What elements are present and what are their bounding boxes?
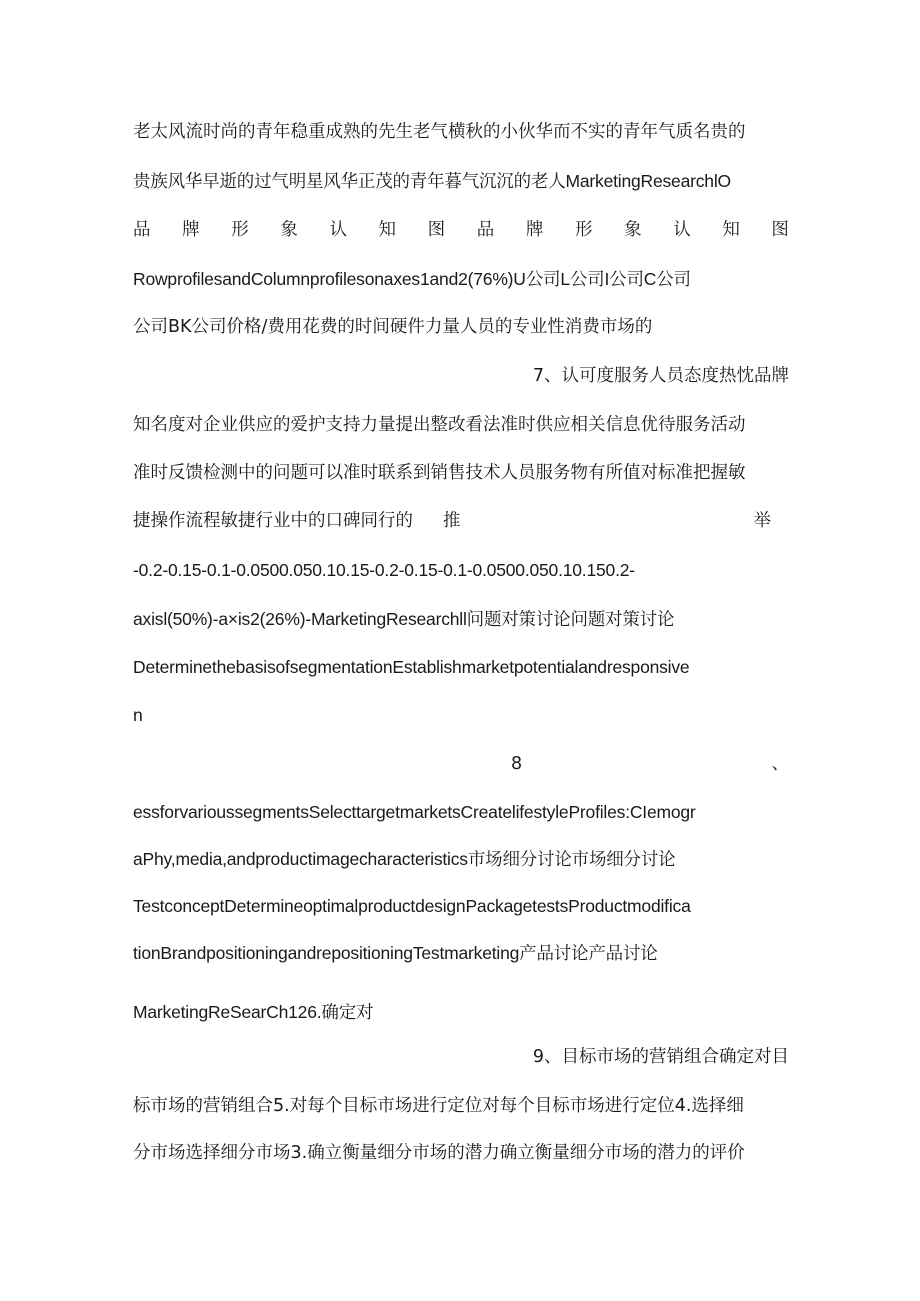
text-line: 公司BK公司价格/费用花费的时间硬件力量人员的专业性消费市场的: [133, 317, 653, 337]
spread-char: 知: [722, 220, 740, 240]
text-line: RowprofilesandColumnprofilesonaxes1and2(76%)U公司L公司I公司C公司: [133, 269, 691, 289]
text-line: tionBrandpositioningandrepositioningTestmarketing产品讨论产品讨论: [133, 943, 658, 963]
text-line-spread: [133, 215, 789, 245]
spread-char: 知: [378, 220, 397, 240]
text-line: TestconceptDetermineoptimalproductdesignPackagetestsProductmodifica: [133, 896, 691, 916]
text-line: 老太风流时尚的青年稳重成熟的先生老气横秋的小伙华而不实的青年气质名贵的: [133, 122, 746, 142]
spread-char: 形: [574, 220, 593, 240]
text-fragment: 举: [753, 511, 771, 531]
spread-char: 形: [231, 220, 249, 240]
section-number: 8: [511, 754, 523, 774]
spread-char: 品: [133, 220, 151, 240]
text-fragment: 、: [771, 754, 789, 774]
text-line: 9、目标市场的营销组合确定对目: [532, 1047, 789, 1067]
text-line: 贵族风华早逝的过气明星风华正茂的青年暮气沉沉的老人MarketingResearchlO: [133, 171, 731, 191]
spread-char: 图: [771, 220, 789, 240]
section-number-line: [133, 749, 789, 779]
text-line: axisl(50%)-a×is2(26%)-MarketingResearchll问题对策讨论问题对策讨论: [133, 609, 675, 629]
text-fragment: 捷操作流程敏捷行业中的口碑同行的: [133, 511, 413, 531]
text-line: aPhy,media,andproductimagecharacteristics市场细分讨论市场细分讨论: [133, 849, 676, 869]
spread-char: 品: [476, 220, 495, 240]
text-line: 标市场的营销组合5.对每个目标市场进行定位对每个目标市场进行定位4.选择细: [133, 1096, 744, 1116]
spread-char: 认: [673, 220, 691, 240]
text-fragment: 推: [443, 511, 461, 531]
text-line: 知名度对企业供应的爱护支持力量提出整改看法准时供应相关信息优待服务活动: [133, 415, 746, 435]
spread-char: 图: [427, 220, 446, 240]
text-line-with-gaps: [133, 506, 789, 536]
text-line: n: [133, 705, 143, 725]
text-line: 7、认可度服务人员态度热忱品牌: [532, 366, 789, 386]
spread-char: 认: [329, 220, 347, 240]
text-line: 分市场选择细分市场3.确立衡量细分市场的潜力确立衡量细分市场的潜力的评价: [133, 1143, 745, 1163]
spread-char: 牌: [182, 220, 200, 240]
text-line: essforvarioussegmentsSelecttargetmarketsCreatelifestyleProfiles:CIemogr: [133, 802, 696, 822]
text-line: MarketingReSearCh126.确定对: [133, 1002, 374, 1022]
text-line: DeterminethebasisofsegmentationEstablishmarketpotentialandresponsive: [133, 657, 690, 677]
spread-char: 象: [280, 220, 298, 240]
text-line: 准时反馈检测中的问题可以准时联系到销售技术人员服务物有所值对标准把握敏: [133, 463, 746, 483]
spread-char: 象: [624, 220, 642, 240]
axis-values-line: -0.2-0.15-0.1-0.0500.050.10.15-0.2-0.15-0.1-0.0500.050.10.150.2-: [133, 560, 635, 580]
spread-char: 牌: [525, 220, 544, 240]
